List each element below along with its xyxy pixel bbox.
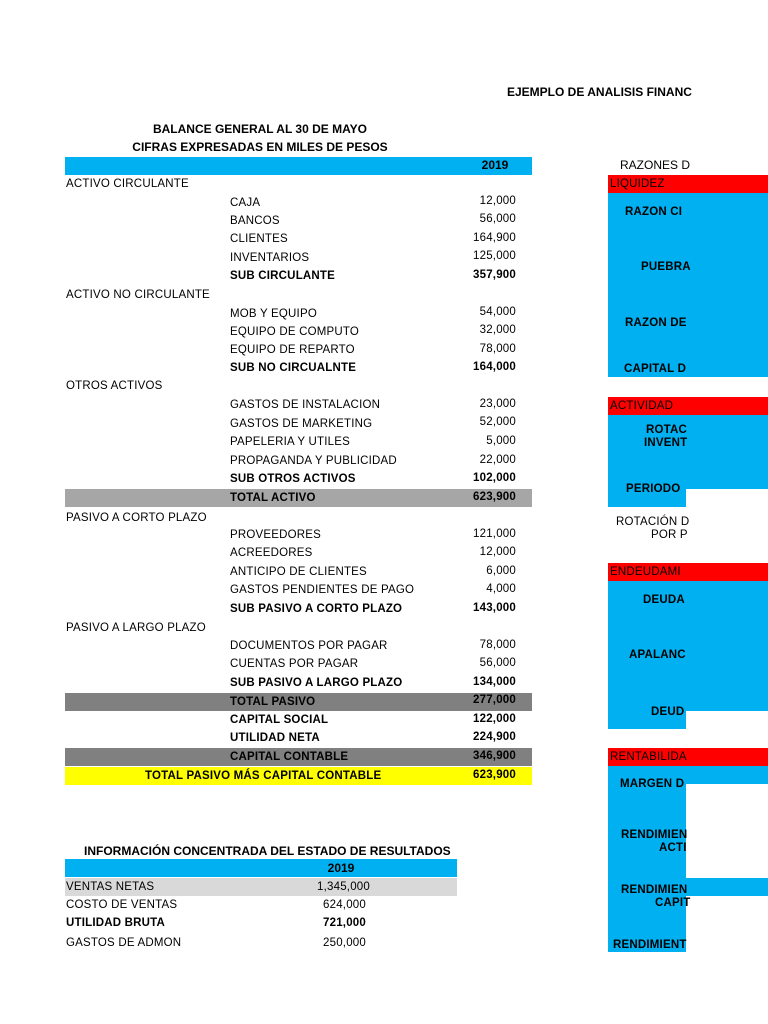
rendimiento-activo-label-1: RENDIMIEN — [621, 829, 688, 841]
row-value: 4,000 — [486, 583, 516, 595]
row-value: 357,900 — [473, 269, 516, 281]
row-value: 12,000 — [479, 546, 516, 558]
row-label: GASTOS PENDIENTES DE PAGO — [230, 584, 415, 596]
resultados-value: 1,345,000 — [317, 881, 370, 893]
row-value: 6,000 — [486, 565, 516, 577]
rotacion-cuentas-label-2: POR P — [651, 529, 688, 541]
row-value: 56,000 — [479, 213, 516, 225]
row-label: DOCUMENTOS POR PAGAR — [230, 640, 388, 652]
row-value: 164,000 — [473, 361, 516, 373]
section-otros-activos: OTROS ACTIVOS — [66, 380, 163, 392]
row-label: GASTOS DE INSTALACION — [230, 399, 381, 411]
row-label: ACREEDORES — [230, 547, 313, 559]
row-label: TOTAL ACTIVO — [230, 492, 316, 504]
razon-circulante-label: RAZON CI — [625, 206, 683, 218]
prueba-acido-label: PUEBRA — [641, 261, 691, 273]
actividad-label: ACTIVIDAD — [610, 400, 674, 412]
resultados-label: UTILIDAD BRUTA — [66, 917, 166, 929]
row-label: PROVEEDORES — [230, 529, 322, 541]
row-label: BANCOS — [230, 215, 280, 227]
row-label: MOB Y EQUIPO — [230, 308, 317, 320]
grand-total-value: 623,900 — [473, 769, 516, 781]
rendimiento-activo-label-2: ACTI — [659, 842, 687, 854]
section-pasivo-corto: PASIVO A CORTO PLAZO — [66, 512, 207, 524]
row-value: 78,000 — [479, 639, 516, 651]
rendimiento-capital-label-1: RENDIMIEN — [621, 884, 688, 896]
row-label: CAPITAL SOCIAL — [230, 714, 329, 726]
row-value: 32,000 — [479, 324, 516, 336]
balance-year: 2019 — [481, 158, 509, 172]
margen-label: MARGEN D — [620, 778, 685, 790]
deuda-capital-label: DEUD — [651, 706, 685, 718]
grand-total-label: TOTAL PASIVO MÁS CAPITAL CONTABLE — [145, 770, 382, 782]
row-label: EQUIPO DE COMPUTO — [230, 326, 360, 338]
rendimiento-capital-label-2: CAPIT — [655, 897, 691, 909]
resultados-label: COSTO DE VENTAS — [66, 899, 178, 911]
razon-efectivo-label: RAZON DE — [625, 317, 687, 329]
row-value: 78,000 — [479, 343, 516, 355]
liquidez-label: LIQUIDEZ — [610, 178, 665, 190]
row-label: SUB PASIVO A CORTO PLAZO — [230, 603, 403, 615]
row-label: UTILIDAD NETA — [230, 732, 320, 744]
row-label: CUENTAS POR PAGAR — [230, 658, 359, 670]
row-label: CAPITAL CONTABLE — [230, 751, 349, 763]
resultados-value: 624,000 — [323, 899, 366, 911]
rendimiento-label: RENDIMIENT — [613, 939, 687, 951]
row-value: 102,000 — [473, 472, 516, 484]
row-value: 52,000 — [479, 416, 516, 428]
rotacion-inventario-label-2: INVENT — [644, 437, 688, 449]
row-value: 224,900 — [473, 731, 516, 743]
deuda-label: DEUDA — [643, 594, 685, 606]
row-value: 122,000 — [473, 713, 516, 725]
row-value: 623,900 — [473, 491, 516, 503]
row-label: CLIENTES — [230, 233, 288, 245]
balance-title: BALANCE GENERAL AL 30 DE MAYO — [152, 122, 368, 136]
periodo-label: PERIODO — [626, 483, 681, 495]
row-value: 23,000 — [479, 398, 516, 410]
row-value: 121,000 — [473, 528, 516, 540]
resultados-label: GASTOS DE ADMON — [66, 937, 182, 949]
balance-subtitle: CIFRAS EXPRESADAS EN MILES DE PESOS — [132, 140, 388, 154]
page-title: EJEMPLO DE ANALISIS FINANC — [507, 85, 692, 99]
row-label: SUB CIRCULANTE — [230, 270, 336, 282]
resultados-title: INFORMACIÓN CONCENTRADA DEL ESTADO DE RESULTADOS — [84, 844, 451, 858]
row-label: EQUIPO DE REPARTO — [230, 344, 355, 356]
resultados-value: 721,000 — [323, 917, 366, 929]
balance-header-bar — [65, 157, 532, 175]
section-activo-circulante: ACTIVO CIRCULANTE — [66, 178, 189, 190]
rotacion-inventario-label-1: ROTAC — [646, 424, 688, 436]
resultados-value: 250,000 — [323, 937, 366, 949]
row-value: 164,900 — [473, 232, 516, 244]
row-label: GASTOS DE MARKETING — [230, 418, 373, 430]
resultados-year: 2019 — [327, 861, 355, 875]
row-value: 54,000 — [479, 306, 516, 318]
actividad-block — [608, 415, 768, 489]
row-value: 12,000 — [479, 195, 516, 207]
row-value: 22,000 — [479, 454, 516, 466]
razones-title: RAZONES D — [620, 158, 691, 172]
row-value: 56,000 — [479, 657, 516, 669]
resultados-label: VENTAS NETAS — [66, 881, 155, 893]
endeudamiento-label: ENDEUDAMI — [610, 566, 681, 578]
resultados-header-bar — [65, 859, 457, 877]
row-value: 346,900 — [473, 750, 516, 762]
row-value: 5,000 — [486, 435, 516, 447]
rentabilidad-label: RENTABILIDA — [610, 751, 687, 763]
row-value: 143,000 — [473, 602, 516, 614]
row-label: PROPAGANDA Y PUBLICIDAD — [230, 455, 397, 467]
row-label: CAJA — [230, 197, 261, 209]
row-label: ANTICIPO DE CLIENTES — [230, 566, 367, 578]
row-value: 134,000 — [473, 676, 516, 688]
row-label: PAPELERIA Y UTILES — [230, 436, 350, 448]
row-label: SUB OTROS ACTIVOS — [230, 473, 356, 485]
capital-trabajo-label: CAPITAL D — [624, 363, 687, 375]
apalancamiento-label: APALANC — [629, 649, 686, 661]
rotacion-cuentas-label-1: ROTACIÓN D — [616, 516, 690, 528]
row-label: SUB NO CIRCUALNTE — [230, 362, 357, 374]
row-value: 125,000 — [473, 250, 516, 262]
section-pasivo-largo: PASIVO A LARGO PLAZO — [66, 622, 206, 634]
row-label: INVENTARIOS — [230, 252, 310, 264]
row-value: 277,000 — [473, 694, 516, 706]
row-label: TOTAL PASIVO — [230, 696, 316, 708]
section-activo-no-circulante: ACTIVO NO CIRCULANTE — [66, 289, 210, 301]
row-label: SUB PASIVO A LARGO PLAZO — [230, 677, 403, 689]
